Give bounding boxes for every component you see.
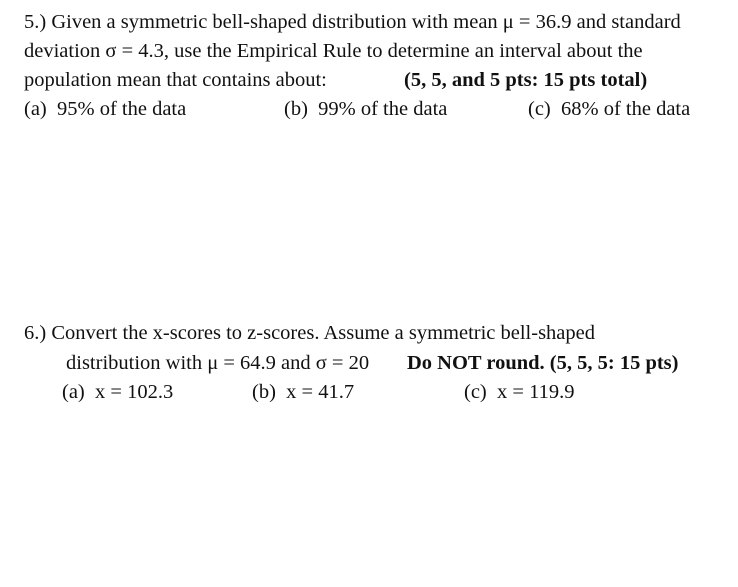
problem5-line2: deviation σ = 4.3, use the Empirical Rule to determine an interval about the xyxy=(24,40,643,62)
problem5-line1: 5.) Given a symmetric bell-shaped distribution with mean μ = 36.9 and standard xyxy=(24,11,681,33)
part-label: (c) xyxy=(464,381,487,403)
part-label: (a) xyxy=(62,381,85,403)
problem6-part-b xyxy=(252,382,354,403)
part-label: (a) xyxy=(24,98,47,120)
problem5-part-a xyxy=(24,99,186,120)
problem6-instruction: Do NOT round. (5, 5, 5: 15 pts) xyxy=(407,352,679,374)
problem6-line1: 6.) Convert the x-scores to z-scores. Assume a symmetric bell-shaped xyxy=(24,322,595,344)
part-text: 99% of the data xyxy=(318,98,448,120)
problem6-line2: distribution with μ = 64.9 and σ = 20 xyxy=(66,352,370,374)
part-text: x = 102.3 xyxy=(95,381,174,403)
part-label: (c) xyxy=(528,98,551,120)
part-text: x = 41.7 xyxy=(286,381,355,403)
problem6-part-a xyxy=(62,382,173,403)
part-text: 95% of the data xyxy=(57,98,187,120)
part-text: x = 119.9 xyxy=(497,381,575,403)
problem5-points: (5, 5, and 5 pts: 15 pts total) xyxy=(404,69,648,91)
problem5-line3: population mean that contains about: xyxy=(24,69,327,91)
problem6-part-c xyxy=(464,382,574,403)
part-label: (b) xyxy=(284,98,308,120)
part-label: (b) xyxy=(252,381,276,403)
problem5-part-c xyxy=(528,99,690,120)
part-text: 68% of the data xyxy=(561,98,691,120)
problem5-part-b xyxy=(284,99,447,120)
